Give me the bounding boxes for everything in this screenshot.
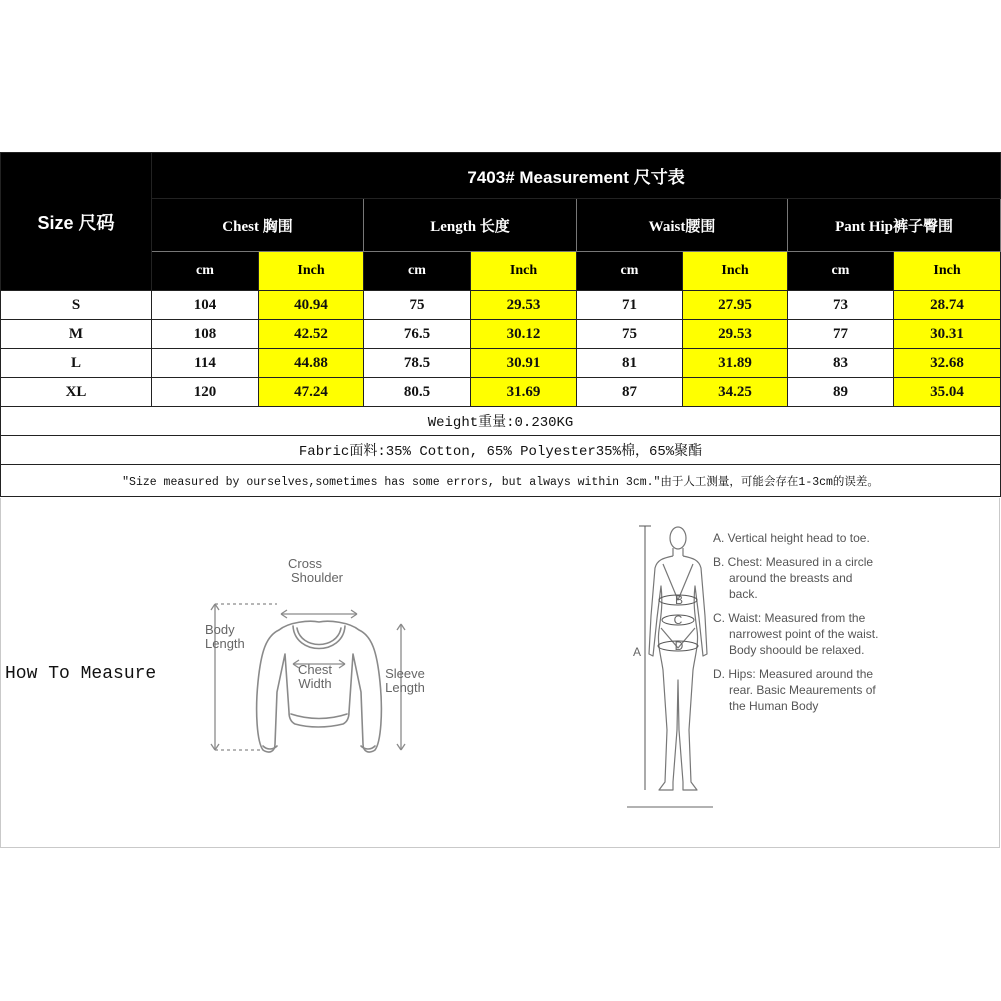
unit-inch-header: Inch xyxy=(894,252,1001,291)
table-cell: 76.5 xyxy=(364,320,471,349)
unit-cm-header: cm xyxy=(364,252,471,291)
table-cell: 27.95 xyxy=(683,291,788,320)
legend-item-waist: C. Waist: Measured from the narrowest point of the waist. Body shoould be relaxed. xyxy=(713,611,879,657)
sweater-neck xyxy=(297,628,341,645)
how-to-measure-label: How To Measure xyxy=(5,664,157,684)
table-cell: 29.53 xyxy=(471,291,577,320)
table-cell: 30.31 xyxy=(894,320,1001,349)
table-cell: 47.24 xyxy=(259,378,364,407)
table-cell: 30.12 xyxy=(471,320,577,349)
group-header-chest: Chest 胸围 xyxy=(152,199,364,252)
cross-shoulder-label-line1: Cross xyxy=(288,556,322,571)
unit-inch-header: Inch xyxy=(259,252,364,291)
table-row xyxy=(1,349,1001,378)
table-cell: 42.52 xyxy=(259,320,364,349)
table-cell: 83 xyxy=(788,349,894,378)
group-header-length: Length 长度 xyxy=(364,199,577,252)
group-header-waist: Waist腰围 xyxy=(577,199,788,252)
cross-shoulder-label-line2: Shoulder xyxy=(290,570,344,585)
table-cell: 104 xyxy=(152,291,259,320)
figure-outline xyxy=(649,556,707,790)
table-cell: 114 xyxy=(152,349,259,378)
sweater-diagram xyxy=(197,552,437,767)
table-cell: 75 xyxy=(577,320,683,349)
legend-item-chest: B. Chest: Measured in a circle around the breasts and back. xyxy=(713,555,874,601)
unit-cm-header: cm xyxy=(152,252,259,291)
table-row xyxy=(1,378,1001,407)
unit-cm-header: cm xyxy=(788,252,894,291)
sleeve-length-label-line1: Sleeve xyxy=(385,666,425,681)
table-cell: 30.91 xyxy=(471,349,577,378)
table-cell: 80.5 xyxy=(364,378,471,407)
table-cell: 71 xyxy=(577,291,683,320)
body-length-label-line1: Body xyxy=(205,622,235,637)
legend-item-height: A. Vertical height head to toe. xyxy=(713,531,870,545)
chest-width-label-line1: Chest xyxy=(298,662,332,677)
unit-cm-header: cm xyxy=(577,252,683,291)
table-cell: 78.5 xyxy=(364,349,471,378)
weight-info: Weight重量:0.230KG xyxy=(1,407,1001,436)
table-cell: 73 xyxy=(788,291,894,320)
table-cell: 34.25 xyxy=(683,378,788,407)
unit-inch-header: Inch xyxy=(471,252,577,291)
measurement-note: "Size measured by ourselves,sometimes has some errors, but always within 3cm."由于人工测量，可能会存在1-3cm的误差。 xyxy=(1,465,1001,497)
table-title: 7403# Measurement 尺寸表 xyxy=(152,153,1001,199)
table-cell: 75 xyxy=(364,291,471,320)
table-cell: 29.53 xyxy=(683,320,788,349)
size-header: Size 尺码 xyxy=(1,153,152,291)
figure-label-c: C xyxy=(673,613,683,627)
table-cell: 77 xyxy=(788,320,894,349)
unit-inch-header: Inch xyxy=(683,252,788,291)
table-cell: 81 xyxy=(577,349,683,378)
measurement-legend xyxy=(713,530,883,722)
table-cell: 40.94 xyxy=(259,291,364,320)
size-label: L xyxy=(1,349,152,378)
table-cell: 32.68 xyxy=(894,349,1001,378)
table-cell: 89 xyxy=(788,378,894,407)
figure-label-d: D xyxy=(674,639,684,653)
table-cell: 120 xyxy=(152,378,259,407)
group-header-pant-hip: Pant Hip裤子臀围 xyxy=(788,199,1001,252)
table-cell: 44.88 xyxy=(259,349,364,378)
table-cell: 31.69 xyxy=(471,378,577,407)
chest-width-label-line2: Width xyxy=(298,676,332,691)
how-to-measure-panel xyxy=(0,498,1000,848)
table-cell: 108 xyxy=(152,320,259,349)
legend-item-hips: D. Hips: Measured around the rear. Basic Meaurements of the Human Body xyxy=(713,667,876,713)
table-row xyxy=(1,320,1001,349)
body-figure-diagram xyxy=(623,520,713,812)
size-chart-table xyxy=(0,152,1001,497)
figure-label-a: A xyxy=(632,645,642,659)
figure-label-b: B xyxy=(674,593,684,607)
body-length-label-line2: Length xyxy=(205,636,245,651)
table-cell: 87 xyxy=(577,378,683,407)
table-cell: 31.89 xyxy=(683,349,788,378)
table-cell: 28.74 xyxy=(894,291,1001,320)
size-label: S xyxy=(1,291,152,320)
size-label: M xyxy=(1,320,152,349)
sleeve-length-label-line2: Length xyxy=(385,680,425,695)
fabric-info: Fabric面料:35% Cotton, 65% Polyester35%棉，65%聚酯 xyxy=(1,436,1001,465)
size-label: XL xyxy=(1,378,152,407)
table-cell: 35.04 xyxy=(894,378,1001,407)
table-row xyxy=(1,291,1001,320)
